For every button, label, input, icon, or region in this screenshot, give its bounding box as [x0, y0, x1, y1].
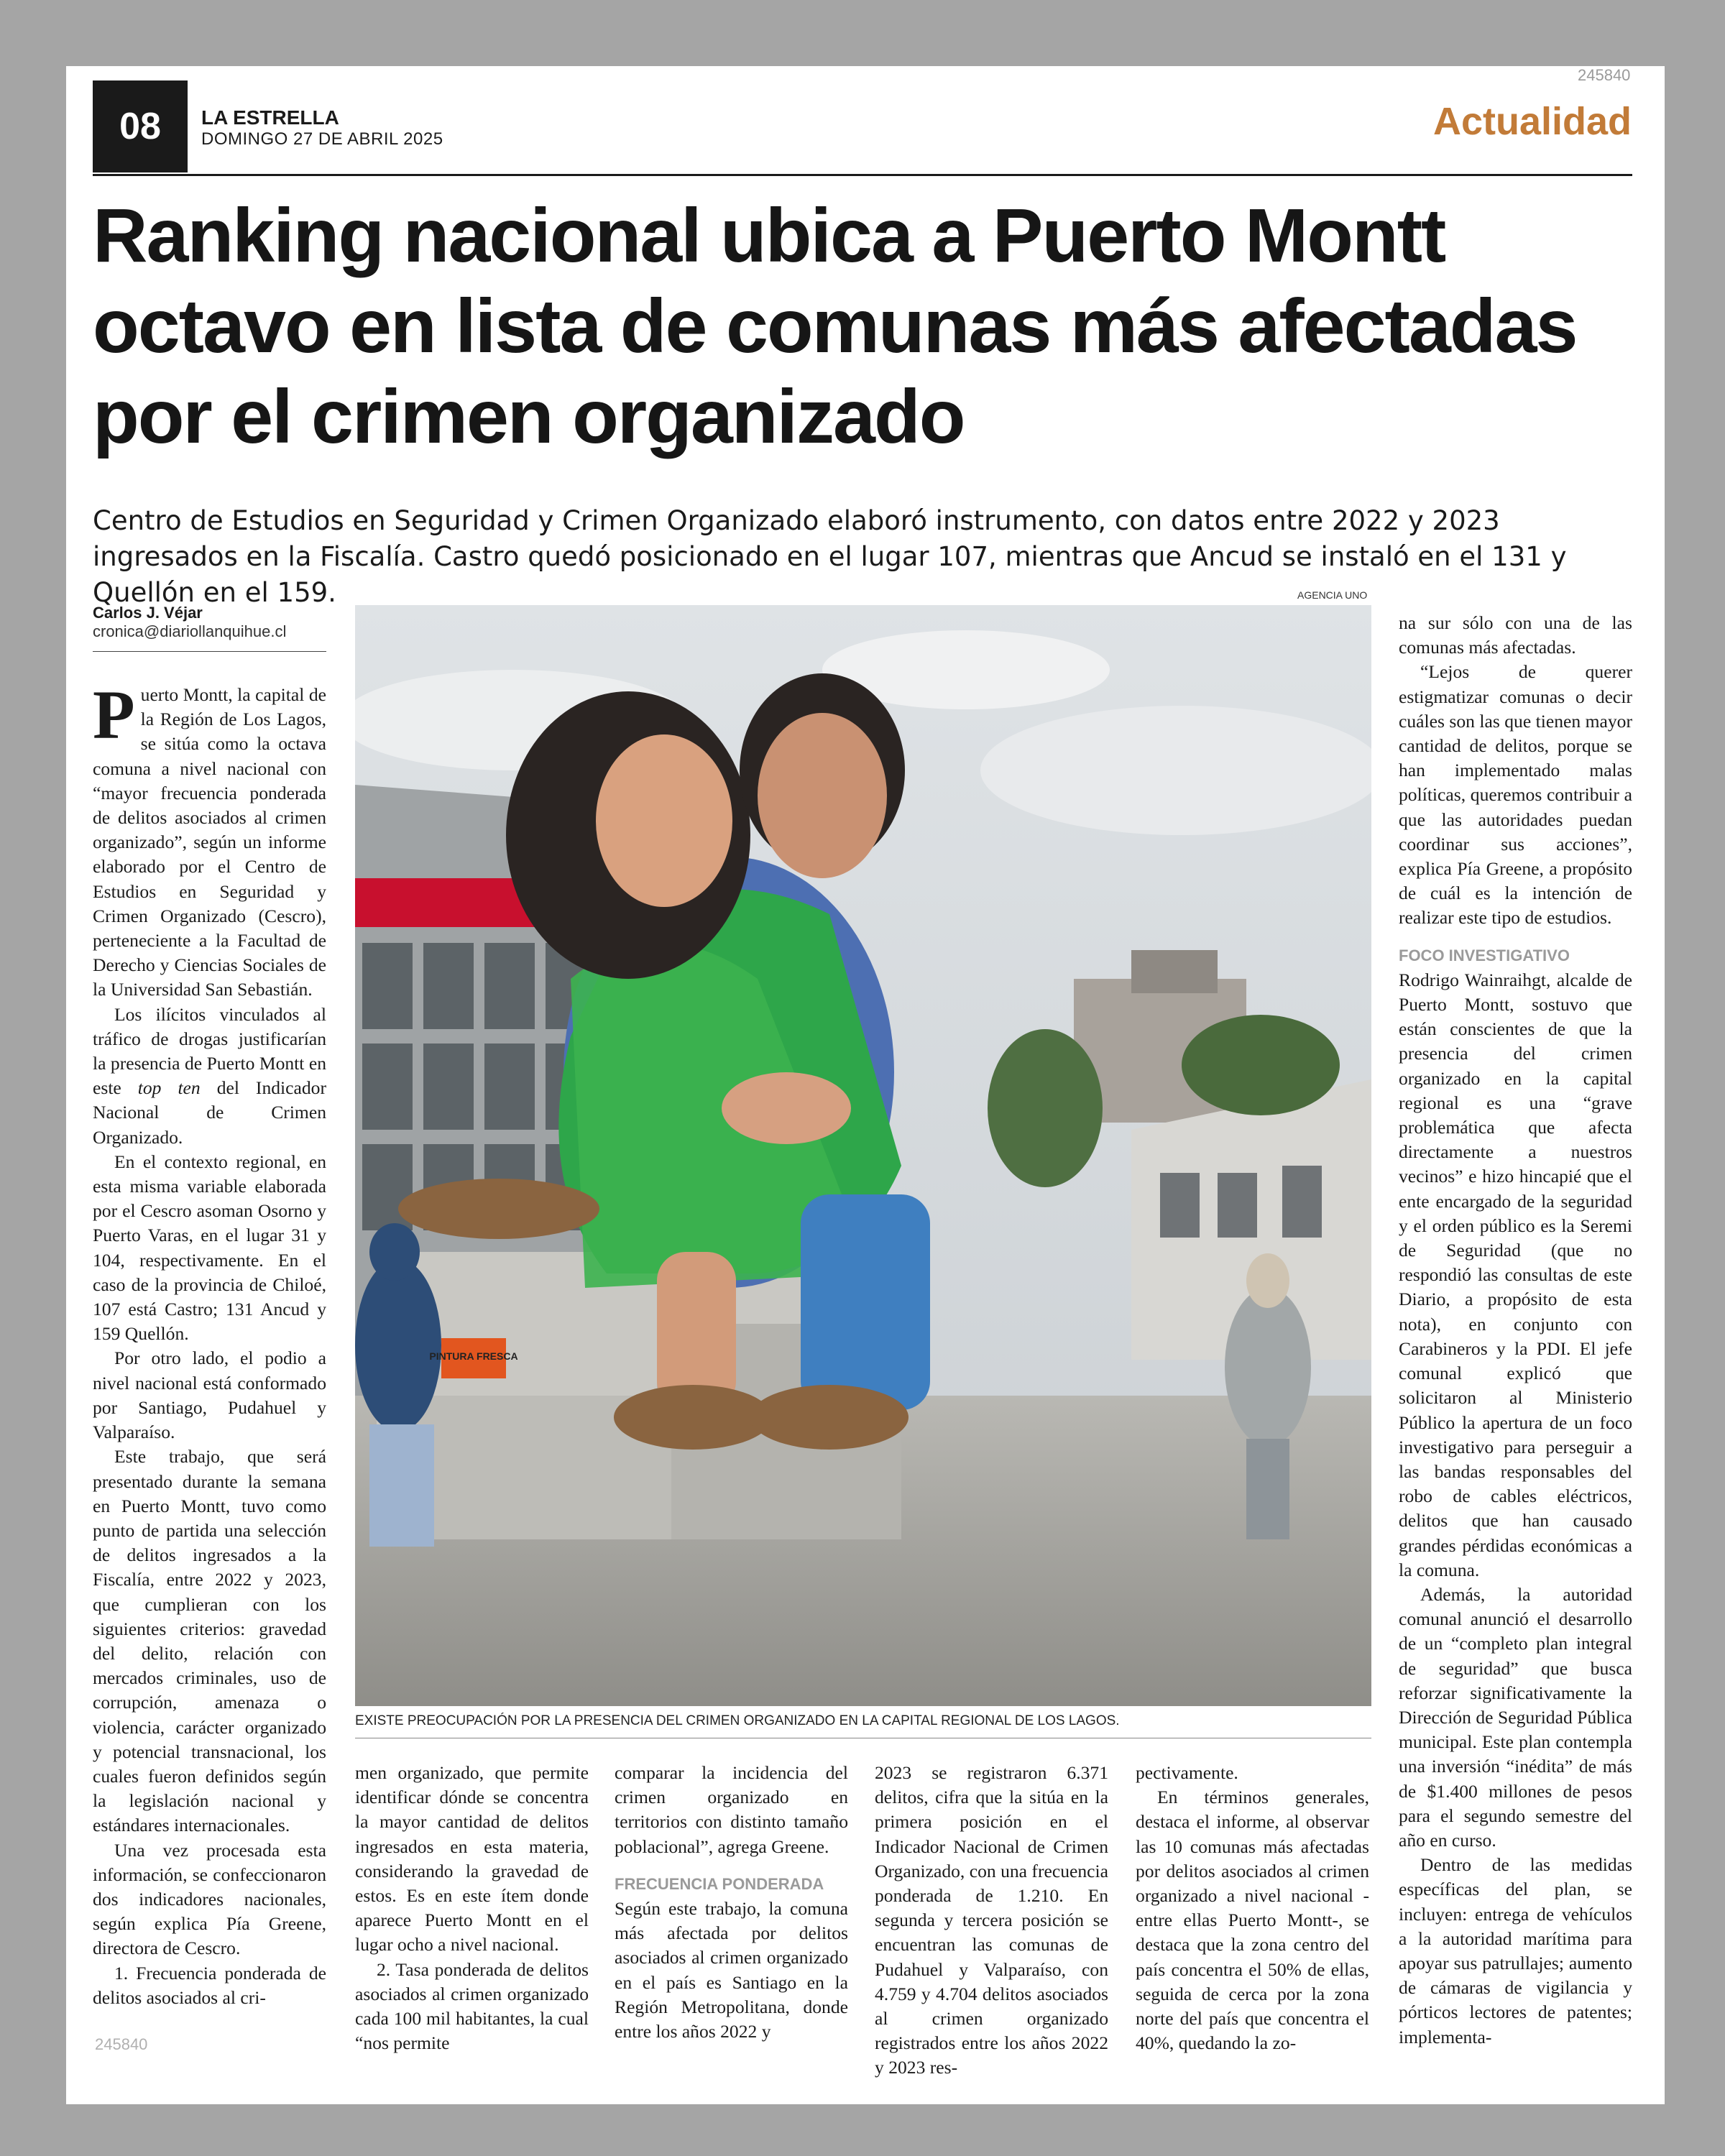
paragraph: Dentro de las medidas específicas del plan, se incluyen: entrega de vehículos a la autoridad marítima para apoyar sus patrullajes; aumento de cámaras de vigilancia y pórticos lectores de patentes; implementa- [1399, 1854, 1632, 2047]
paragraph: men organizado, que permite identificar dónde se concentra la mayor cantidad de delitos ingresados en esta materia, considerando la gravedad de estos. Es en este ítem donde aparece Puerto Montt en el lugar ocho a nivel nacional. [355, 1762, 589, 1955]
statue-photo-illustration [355, 605, 1371, 1706]
paragraph: En el contexto regional, en esta misma variable elaborada por el Cescro asoman Osorno y Puerto Varas, en el lugar 31 y 104, respectivamente. En el caso de la provincia de Chiloé, 107 está Castro; 131 Ancud y 159 Quellón. [93, 1151, 326, 1345]
paragraph: Por otro lado, el podio a nivel nacional está conformado por Santiago, Pudahuel y Valparaíso. [93, 1348, 326, 1443]
paragraph: na sur sólo con una de las comunas más afectadas. [1399, 612, 1632, 658]
paragraph: comparar la incidencia del crimen organizado en territorios con distinto tamaño poblacional”, agrega Greene. [615, 1762, 848, 1857]
paragraph: Rodrigo Wainraihgt, alcalde de Puerto Montt, sostuvo que están conscientes de que la presencia del crimen organizado en la capital regional es una “grave problemática que afecta directamente a nuestros vecinos” e hizo hincapié que el ente encargado de la seguridad y el orden público es la Seremi de Seguridad (que no respondió las consultas de este Diario, a propósito de esta nota), en conjunto con Carabineros y la PDI. El jefe comunal explicó que solicitaron al Ministerio Público la apertura de un foco investigativo para perseguir a las bandas responsables del robo de cables eléctricos, delitos que han causado grandes pérdidas económicas a la comuna. [1399, 969, 1632, 1580]
paragraph: Los ilícitos vinculados al tráfico de drogas justificarían la presencia de Puerto Montt en este top ten del Indicador Nacional de Crimen Organizado. [93, 1003, 326, 1148]
subhead-foco: FOCO INVESTIGATIVO [1399, 946, 1570, 964]
column-5 [1136, 1761, 1369, 2055]
subhead-frecuencia: FRECUENCIA PONDERADA [615, 1874, 824, 1893]
photo-caption: EXISTE PREOCUPACIÓN POR LA PRESENCIA DEL CRIMEN ORGANIZADO EN LA CAPITAL REGIONAL DE LOS LAGOS. [355, 1713, 1120, 1728]
paint-sign: PINTURA FRESCA [429, 1350, 518, 1362]
paragraph: Además, la autoridad comunal anunció el desarrollo de un “completo plan integral de seguridad” que busca reforzar significativamente la Dirección de Seguridad Pública municipal. Este plan contempla una inversión “inédita” de más de $1.400 millones de pesos para el segundo semestre del año en curso. [1399, 1583, 1632, 1851]
paragraph: Este trabajo, que será presentado durante la semana en Puerto Montt, tuvo como punto de partida una selección de delitos ingresados a la Fiscalía, entre 2022 y 2023, que cumplieran con los siguientes criterios: gravedad del delito, relación con mercados criminales, uso de corrupción, amenaza o violencia, carácter organizado y potencial transnacional, los cuales fueron definidos según la legislación nacional y estándares internacionales. [93, 1446, 326, 1836]
column-6 [1399, 611, 1632, 2050]
photo-credit: AGENCIA UNO [1297, 589, 1368, 601]
paragraph: uerto Montt, la capital de la Región de Los Lagos, se sitúa como la octava comuna a nivel nacional con “mayor frecuencia ponderada de delitos asociados al crimen organizado”, según un informe elaborado por el Centro de Estudios en Seguridad y Crimen Organizado (Cescro), perteneciente a la Facultad de Derecho y Ciencias Sociales de la Universidad San Sebastián. [93, 684, 326, 1000]
column-3 [615, 1761, 848, 2044]
drop-cap: P [93, 676, 135, 753]
byline-divider [93, 651, 326, 652]
paragraph: 2023 se registraron 6.371 delitos, cifra que la sitúa en la primera posición en el Indicador Nacional de Crimen Organizado, con una frecuencia ponderada de 1.210. En segunda y tercera posición se encuentran las comunas de Pudahuel y Valparaíso, con 4.759 y 4.704 delitos asociados al crimen organizado registrados entre los años 2022 y 2023 res- [875, 1762, 1108, 2078]
subheadline: Centro de Estudios en Seguridad y Crimen Organizado elaboró instrumento, con datos entre 2022 y 2023 ingresados en la Fiscalía. Castro quedó posicionado en el lugar 107, mientras que Ancud se instaló en el 131 y Quellón en el 159. [93, 505, 1567, 608]
paragraph: En términos generales, destaca el informe, al observar las 10 comunas más afectadas por delitos asociados al crimen organizado a nivel nacional -entre ellas Puerto Montt-, se destaca que la zona centro del país concentra el 50% de ellas, seguida de cerca por la zona norte del país que concentra el 40%, quedando la zo- [1136, 1787, 1369, 2054]
paragraph: Una vez procesada esta información, se confeccionaron dos indicadores nacionales, según explica Pía Greene, directora de Cescro. [93, 1839, 326, 1959]
author-name: Carlos J. Véjar [93, 604, 203, 622]
author-email: cronica@diariollanquihue.cl [93, 622, 287, 640]
publication-name: LA ESTRELLA [201, 106, 339, 129]
article-photo [355, 605, 1371, 1706]
column-4 [875, 1761, 1108, 2081]
page-number: 08 [93, 80, 188, 172]
paragraph: “Lejos de querer estigmatizar comunas o decir cuáles son las que tienen mayor cantidad de delitos, porque se han implementado malas políticas, queremos contribuir a que las autoridades puedan coordinar sus acciones”, explica Pía Greene, a propósito de cuál es la intención de realizar este tipo de estudios. [1399, 661, 1632, 929]
paragraph: 1. Frecuencia ponderada de delitos asociados al cri- [93, 1962, 326, 2008]
paragraph: pectivamente. [1136, 1762, 1238, 1783]
column-1 [93, 676, 326, 2010]
paragraph: 2. Tasa ponderada de delitos asociados al crimen organizado cada 100 mil habitantes, la cual “nos permite [355, 1958, 589, 2054]
header-rule [93, 174, 1632, 176]
column-2 [355, 1761, 589, 2055]
publication-date: DOMINGO 27 DE ABRIL 2025 [201, 129, 443, 149]
headline: Ranking nacional ubica a Puerto Montt octavo en lista de comunas más afectadas por el crimen organizado [93, 193, 1577, 459]
footer-barcode: 245840 [95, 2035, 148, 2053]
paragraph: Según este trabajo, la comuna más afectada por delitos asociados al crimen organizado en el país es Santiago en la Región Metropolitana, donde entre los años 2022 y [615, 1898, 848, 2042]
barcode-number: 245840 [1578, 66, 1631, 84]
byline [93, 604, 286, 641]
section-label: Actualidad [1432, 100, 1632, 143]
